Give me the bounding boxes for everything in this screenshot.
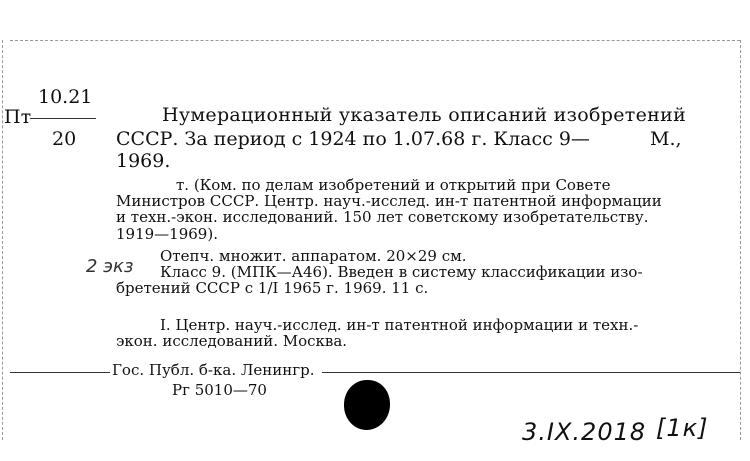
org-line-2: экон. исследований. Москва. [116,332,348,350]
title-line-2b: М., [650,128,682,150]
library-name: Гос. Публ. б-ка. Ленингр. [112,361,315,379]
title-line-1: Нумерационный указатель описаний изобретений [162,104,687,126]
org-line-1: I. Центр. науч.-исслед. ин-т патентной информации и техн.- [160,316,639,334]
desc-line-1: т. (Ком. по делам изобретений и открытий при Совете [176,176,611,194]
handwritten-mark: [1к] [656,414,709,442]
card-left-edge [2,40,3,440]
code-divider [30,118,96,119]
desc-line-4: 1919—1969). [116,225,218,243]
handwritten-date: 3.IX.2018 [522,418,647,446]
desc-line-3: и техн.-экон. исследований. 150 лет советскому изобретательству. [116,208,649,226]
code-bottom: 20 [52,128,77,150]
bottom-rule-left [10,372,110,373]
title-line-3: 1969. [116,150,171,172]
desc-line-7: бретений СССР с 1/I 1965 г. 1969. 11 с. [116,279,429,297]
card-right-edge [740,40,741,440]
card-top-edge [10,40,740,41]
title-line-2a: СССР. За период с 1924 по 1.07.68 г. Класс 9— [116,128,590,150]
library-number: Рг 5010—70 [172,381,267,399]
ink-blot [344,380,390,430]
desc-line-5: Отепч. множит. аппаратом. 20×29 см. [160,247,467,265]
desc-line-2: Министров СССР. Центр. науч.-исслед. ин-т патентной информации [116,192,662,210]
prefix-label: Пт [4,106,32,128]
code-top: 10.21 [38,86,93,108]
desc-line-6: Класс 9. (МПК—А46). Введен в систему классификации изо- [160,263,643,281]
bottom-rule-right [322,372,740,373]
margin-note: 2 экз [86,256,134,277]
